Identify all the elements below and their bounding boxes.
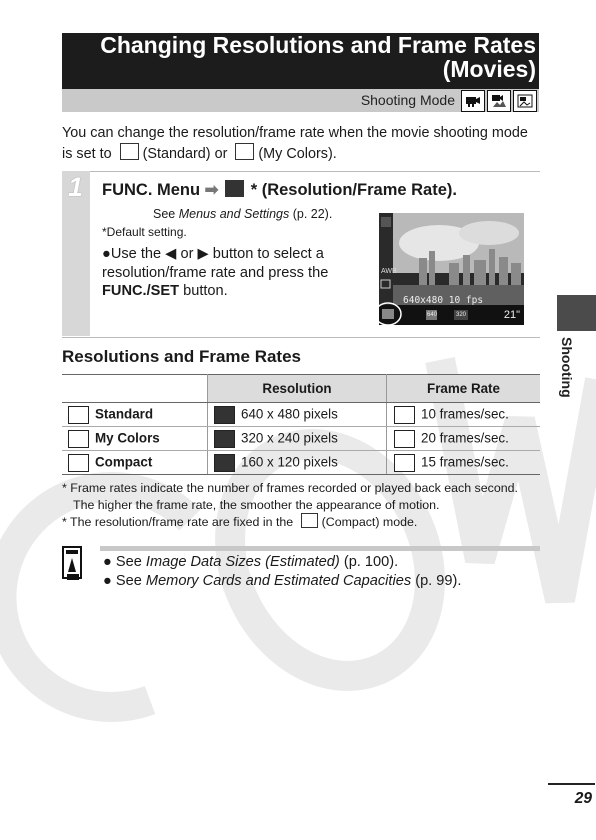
intro-text-1: You can change the resolution/frame rate when the movie shooting mode is set to xyxy=(62,125,528,162)
reference-link-image-data-sizes[interactable]: Image Data Sizes (Estimated) xyxy=(145,554,340,570)
intro-text-2: (Standard) or xyxy=(142,146,228,162)
side-tab-marker xyxy=(557,295,596,331)
bullet-bold-func-set: FUNC./SET xyxy=(102,283,180,299)
func-menu-label: FUNC. Menu xyxy=(102,181,201,199)
intro-paragraph xyxy=(62,124,540,164)
arrow-right-icon: ➡ xyxy=(204,181,219,199)
header-empty xyxy=(62,375,208,403)
side-tab-label xyxy=(553,337,581,407)
resolution-cell xyxy=(208,403,387,427)
see-page: (p. 22). xyxy=(292,207,333,221)
resolution-value: 640 x 480 pixels xyxy=(241,406,338,422)
table-row xyxy=(62,403,540,427)
lcd-option-320: 320 xyxy=(456,312,467,318)
reference-link-memory-cards[interactable]: Memory Cards and Estimated Capacities xyxy=(145,572,412,589)
see-prefix: See xyxy=(153,207,176,221)
frame-rate-cell xyxy=(387,451,541,475)
footnote-2 xyxy=(62,513,540,531)
movie-compact-icon xyxy=(301,513,318,528)
lcd-readout: 640x480 10 fps xyxy=(403,295,484,306)
section-heading: Resolutions and Frame Rates xyxy=(62,347,302,366)
frame-rate-cell xyxy=(387,403,541,427)
step-number: 1 xyxy=(68,172,84,202)
page-number: 29 xyxy=(574,790,592,807)
movie-my-colors-icon xyxy=(235,143,254,160)
resolution-cell xyxy=(208,427,387,451)
resolutions-table xyxy=(62,374,540,475)
default-setting-note: *Default setting. xyxy=(102,225,187,239)
movie-my-colors-icon xyxy=(68,430,89,448)
frame-rate-value: 20 frames/sec. xyxy=(421,430,509,446)
func-menu-instruction xyxy=(102,180,457,200)
title-line-1: Changing Resolutions and Frame Rates xyxy=(100,32,536,58)
mode-label: Standard xyxy=(95,406,154,422)
reference-page: (p. 99). xyxy=(415,572,462,589)
header-frame-rate: Frame Rate xyxy=(387,375,541,403)
table-row xyxy=(62,451,540,475)
resolution-640-icon xyxy=(225,180,244,197)
bullet-dot-icon: ● xyxy=(102,246,111,262)
frame-rate-15-icon xyxy=(394,454,415,472)
reference-page: (p. 100). xyxy=(343,554,399,570)
title-line-2: (Movies) xyxy=(442,56,536,82)
page-number-rule xyxy=(548,783,595,785)
shooting-mode-label: Shooting Mode xyxy=(360,92,455,108)
movie-standard-icon xyxy=(68,406,89,424)
mode-label: Compact xyxy=(95,454,153,470)
header-resolution: Resolution xyxy=(208,375,387,403)
shooting-mode-bar xyxy=(62,89,539,112)
resolution-640-icon xyxy=(214,406,235,424)
bullet-dot-icon: ● xyxy=(103,554,116,570)
see-reference xyxy=(153,207,332,221)
lcd-scene-image xyxy=(379,213,524,325)
resolution-160-icon xyxy=(214,454,235,472)
mode-cell xyxy=(62,451,208,475)
resolution-cell xyxy=(208,451,387,475)
reference-item xyxy=(103,553,461,572)
movie-standard-icon xyxy=(461,90,485,112)
side-tab-text: Shooting xyxy=(559,337,575,398)
frame-rate-cell xyxy=(387,427,541,451)
bullet-text-2: button. xyxy=(183,283,228,299)
movie-compact-icon xyxy=(513,90,537,112)
reference-book-icon xyxy=(62,546,86,582)
movie-compact-icon xyxy=(68,454,89,472)
mode-cell xyxy=(62,403,208,427)
resolution-320-icon xyxy=(214,430,235,448)
movie-standard-icon xyxy=(120,143,139,160)
frame-rate-value: 10 frames/sec. xyxy=(421,406,509,422)
resolution-value: 320 x 240 pixels xyxy=(241,430,338,446)
movie-my-colors-icon xyxy=(487,90,511,112)
mode-label: My Colors xyxy=(95,430,160,446)
reference-list xyxy=(103,553,461,590)
intro-text-3: (My Colors). xyxy=(258,146,337,162)
reference-prefix: See xyxy=(115,572,142,589)
bullet-dot-icon: ● xyxy=(103,572,116,589)
reference-prefix: See xyxy=(115,554,142,570)
table-header-row xyxy=(62,375,540,403)
svg-text:AWB: AWB xyxy=(381,268,397,275)
footnote-2-text-2: (Compact) mode. xyxy=(321,515,418,529)
footnote-1: * Frame rates indicate the number of frames recorded or played back each second. The higher the frame rate, the smoother the appearance of motion. xyxy=(62,481,518,512)
camera-lcd-screen xyxy=(379,213,524,325)
lcd-time: 21" xyxy=(503,309,520,321)
page-title xyxy=(62,33,539,89)
reference-divider xyxy=(100,546,540,551)
lcd-option-640: 640 xyxy=(427,312,438,318)
step-bullet xyxy=(102,245,362,301)
resolution-value: 160 x 120 pixels xyxy=(241,454,338,470)
table-row xyxy=(62,427,540,451)
reference-item xyxy=(103,572,461,591)
bullet-text-1: Use the ◀ or ▶ button to select a resolution/frame rate and press the xyxy=(102,246,329,281)
frame-rate-10-icon xyxy=(394,406,415,424)
see-link-menus-settings[interactable]: Menus and Settings xyxy=(178,207,290,221)
func-menu-suffix: * (Resolution/Frame Rate). xyxy=(250,181,457,199)
mode-cell xyxy=(62,427,208,451)
footnotes xyxy=(62,480,540,531)
frame-rate-value: 15 frames/sec. xyxy=(421,454,509,470)
footnote-2-text-1: * The resolution/frame rate are fixed in the xyxy=(62,515,294,529)
frame-rate-20-icon xyxy=(394,430,415,448)
